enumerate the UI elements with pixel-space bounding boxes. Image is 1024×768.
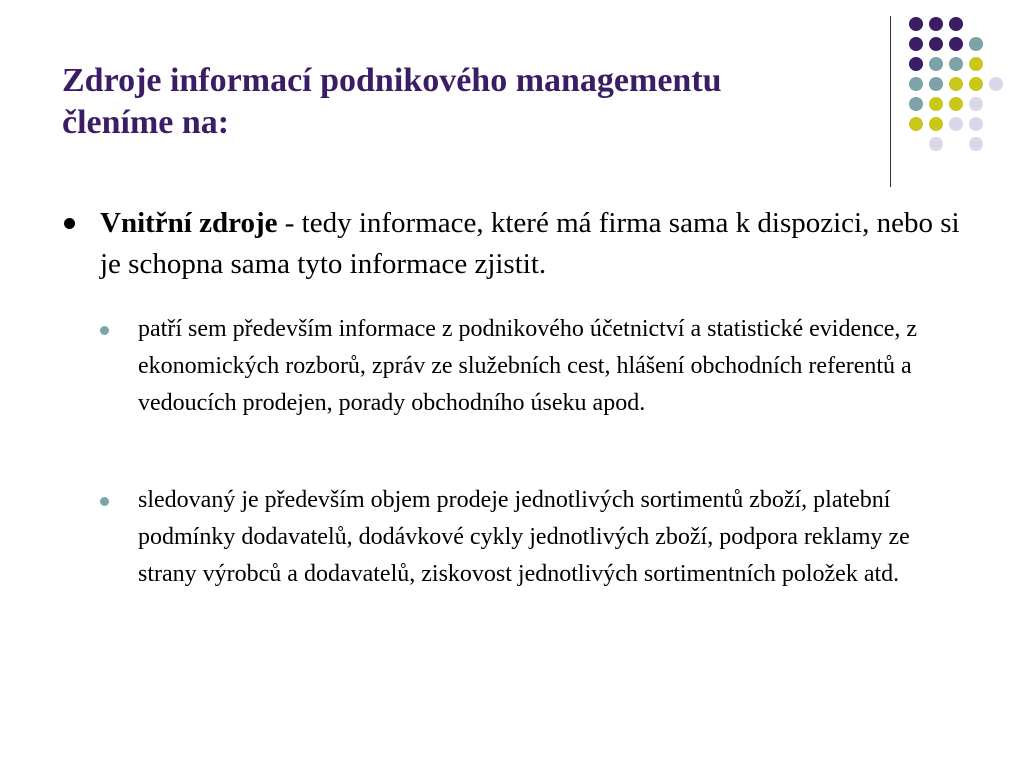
bullet-icon <box>64 218 75 229</box>
bullet-text-internal-sources <box>100 203 960 285</box>
bullet-bold-term: Vnitřní zdroje <box>100 207 278 239</box>
bullet-description: - tedy informace, které má firma sama k dispozici, nebo si je schopna sama tyto informace zjistit. <box>100 207 960 280</box>
slide-title-line-1: Zdroje informací podnikového managementu <box>62 62 722 99</box>
sub-bullet-icon <box>100 326 109 335</box>
sub-bullet-text-1: patří sem především informace z podnikového účetnictví a statistické evidence, z ekonomických rozborů, zpráv ze služebních cest, hlášení obchodních referentů a vedoucích prodejen, porady obchodního úseku apod. <box>138 316 918 416</box>
slide-title-line-2: členíme na: <box>62 104 230 141</box>
sub-bullet-icon <box>100 497 109 506</box>
sub-bullet-text-2: sledovaný je především objem prodeje jednotlivých sortimentů zboží, platební podmínky dodavatelů, dodávkové cykly jednotlivých zboží, podpora reklamy ze strany výrobců a dodavatelů, ziskovost jednotlivých sortimentních položek atd. <box>138 487 910 587</box>
